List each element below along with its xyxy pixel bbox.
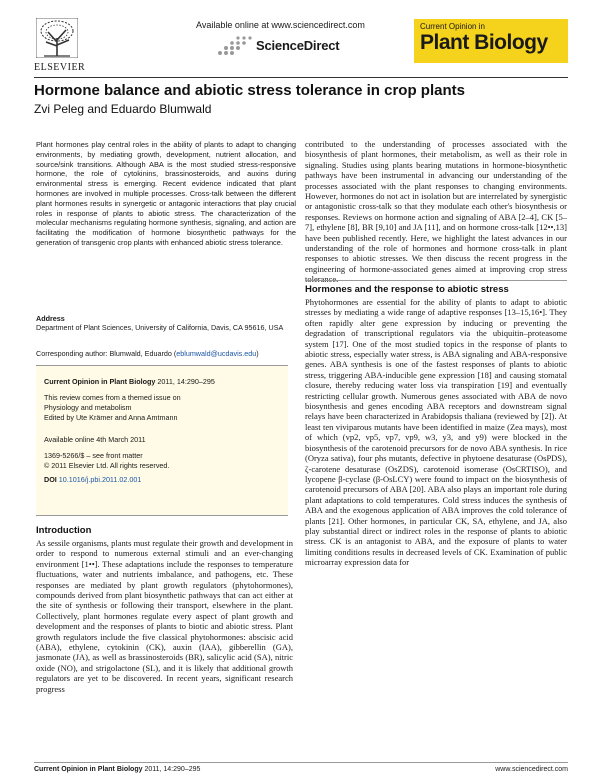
article-authors: Zvi Peleg and Eduardo Blumwald — [34, 102, 212, 116]
info-doi-label: DOI — [44, 475, 57, 484]
info-available: Available online 4th March 2011 — [44, 435, 146, 444]
info-doi — [44, 475, 141, 484]
info-journal-name: Current Opinion in Plant Biology — [44, 377, 156, 386]
info-theme — [44, 393, 274, 423]
info-theme-line3: Edited by Ute Krämer and Anna Amtmann — [44, 413, 178, 422]
footer-citation — [34, 766, 200, 773]
footer-divider — [34, 762, 568, 763]
info-theme-line1: This review comes from a themed issue on — [44, 393, 181, 402]
journal-prefix: Current Opinion in — [420, 22, 485, 31]
corresponding-suffix: ) — [256, 349, 259, 358]
intro-heading: Introduction — [36, 525, 92, 536]
footer-volume: 2011, 14:290–295 — [144, 766, 201, 773]
article-title: Hormone balance and abiotic stress tolerance in crop plants — [34, 82, 465, 99]
address-label: Address — [36, 314, 65, 323]
info-copyright: © 2011 Elsevier Ltd. All rights reserved. — [44, 461, 170, 470]
hormones-text: Phytohormones are essential for the ability of plants to adapt to abiotic stresses by mediating a wide range of adaptive responses [13–15,16•]. They often rapidly alter gene expression by inducing or preventing the degradation of transcriptional regulators via the ubiquitin–proteasome system [17]. One of the most studied topics in the response of plants to abiotic stress, especially water stress, is ABA signaling and ABA-responsive genes. ABA synthesis is one of the fastest responses of plants to abiotic stress, triggering ABA-inducible gene expression [18] and causing stomatal closure, thereby reducing water loss via transpiration [19] and eventually restricting cellular growth. Numerous genes associated with ABA de novo biosynthesis and genes encoding ABA receptors and downstream signal relays have been characterized in Arabidopsis thaliana (reviewed by [2]). At least ten viviparous mutants have been identified in maize (Zea mays), most of which (vp2, vp5, vp7, vp9, w3, y3, and y9) were blocked in the biosynthesis of the carotenoid precursors for de novo ABA synthesis. In rice (Oryza sativa), four phs mutants, defective in phytoene desaturase (OsPDS), ζ-carotene desaturase (OsZDS), carotenoid isomerase (OsCRTISO), and lycopene β-cyclase (β-OsLCY) were found to impact on the biosynthesis of carotenoid precursors of ABA [20]. ABA also plays an important role during plant adaptations to cold temperatures. Cold stress induces the synthesis of ABA and the exogenous application of ABA improves the cold tolerance of plants [21]. Other hormones, in particular CK, SA, ethylene, and JA, also play substantial direct or indirect roles in the response of plants to abiotic stress. CK is an antagonist to ABA, and the exposure of plants to water limiting conditions results in decreased levels of CK. Examination of public microarray expression data for — [305, 297, 567, 568]
info-issn-line: 1369-5266/$ – see front matter — [44, 451, 143, 460]
sciencedirect-logo-text: ScienceDirect — [256, 38, 340, 53]
info-volume: 2011, 14:290–295 — [157, 377, 215, 386]
doi-link[interactable]: 10.1016/j.pbi.2011.02.001 — [58, 475, 142, 484]
header-divider — [34, 77, 568, 78]
footer-journal: Current Opinion in Plant Biology — [34, 766, 143, 773]
footer-url-link[interactable]: www.sciencedirect.com — [495, 766, 568, 773]
info-journal — [44, 377, 215, 386]
address: Department of Plant Sciences, University of California, Davis, CA 95616, USA — [36, 323, 284, 332]
sciencedirect-dots-icon — [208, 35, 256, 57]
right-column-top-text: contributed to the understanding of processes associated with the biosynthesis of plant hormones, their metabolism, as well as their role in signaling. Studies using plants bearing mutations in hormone-biosynthetic pathways have been instrumental in advancing our understanding of the processes associated with the plant responses to changing environments. However, hormones do not act in isolation but are interrelated by synergistic or antagonistic cross-talk so that they modulate each other's biosynthesis or responses. Reviews on hormone action and signaling of ABA [2–4], CK [5–7], ethylene [8], BR [9,10] and JA [11], and on hormone cross-talk [12••,13] have been published recently. Here, we highlight the latest advances in our understanding of the role of hormones and hormone cross-talk in plant responses to abiotic stresses. We then discuss the recent progress in the engineering of hormone-associated genes aimed at improving crop stress — [305, 139, 567, 274]
corresponding-prefix: Corresponding author: Blumwald, Eduardo ( — [36, 349, 177, 358]
section-divider — [305, 280, 567, 281]
info-issn — [44, 451, 169, 471]
corresponding-email-link[interactable]: eblumwald@ucdavis.edu — [176, 349, 257, 358]
hormones-heading: Hormones and the response to abiotic stress — [305, 284, 509, 295]
available-online-text: Available online at www.sciencedirect.com — [196, 20, 365, 30]
journal-name: Plant Biology — [420, 31, 548, 54]
elsevier-tree-logo — [36, 18, 78, 58]
intro-text: As sessile organisms, plants must regulate their growth and development in order to respond to numerous external stimuli and an ever-changing environment [1••]. These adaptations include the responses to temperature fluctuations, water and nutrients imbalance, and pathogens, etc. These responses are mediated by plant growth regulators (phytohormones), compounds derived from plant biosynthetic pathways that can act either at the site of synthesis or following their transport, elsewhere in the plant. Collectively, plant hormones regulate every aspect of plant growth and development and the responses of plants to biotic and abiotic stress. Plant growth regulators include the five classical phytohormones: abscisic acid (ABA), ethylene, cytokinin (CK), auxin (IAA), gibberellin (GA), jasmonate (JA), as well as brassinosteroids (BR), salicylic acid (SA), nitric oxide (NO), and strigolactone (SL), and it is likely that additional growth regulators are yet to be discovered. In recent years, significant research progress — [36, 538, 293, 694]
publisher-name: ELSEVIER — [34, 62, 86, 73]
corresponding-author — [36, 349, 296, 358]
abstract: Plant hormones play central roles in the ability of plants to adapt to changing environments, by mediating growth, development, nutrient allocation, and source/sink transitions. Although ABA is the most studied stress-responsive hormone, the role of cytokinins, brassinosteroids, and auxins during environmental stress is emerging. Recent evidence indicated that plant hormones are involved in multiple processes. Cross-talk between the different plant hormones results in synergetic or antagonic interactions that play crucial roles in response of plants to abiotic stress. The characterization of the molecular mechanisms regulating hormone synthesis, signaling, and action are facilitating the modification of hormone biosynthetic pathways for the generation of transgenic crop plants with enhanced abiotic stress tolerance. — [36, 140, 296, 247]
info-theme-line2: Physiology and metabolism — [44, 403, 132, 412]
